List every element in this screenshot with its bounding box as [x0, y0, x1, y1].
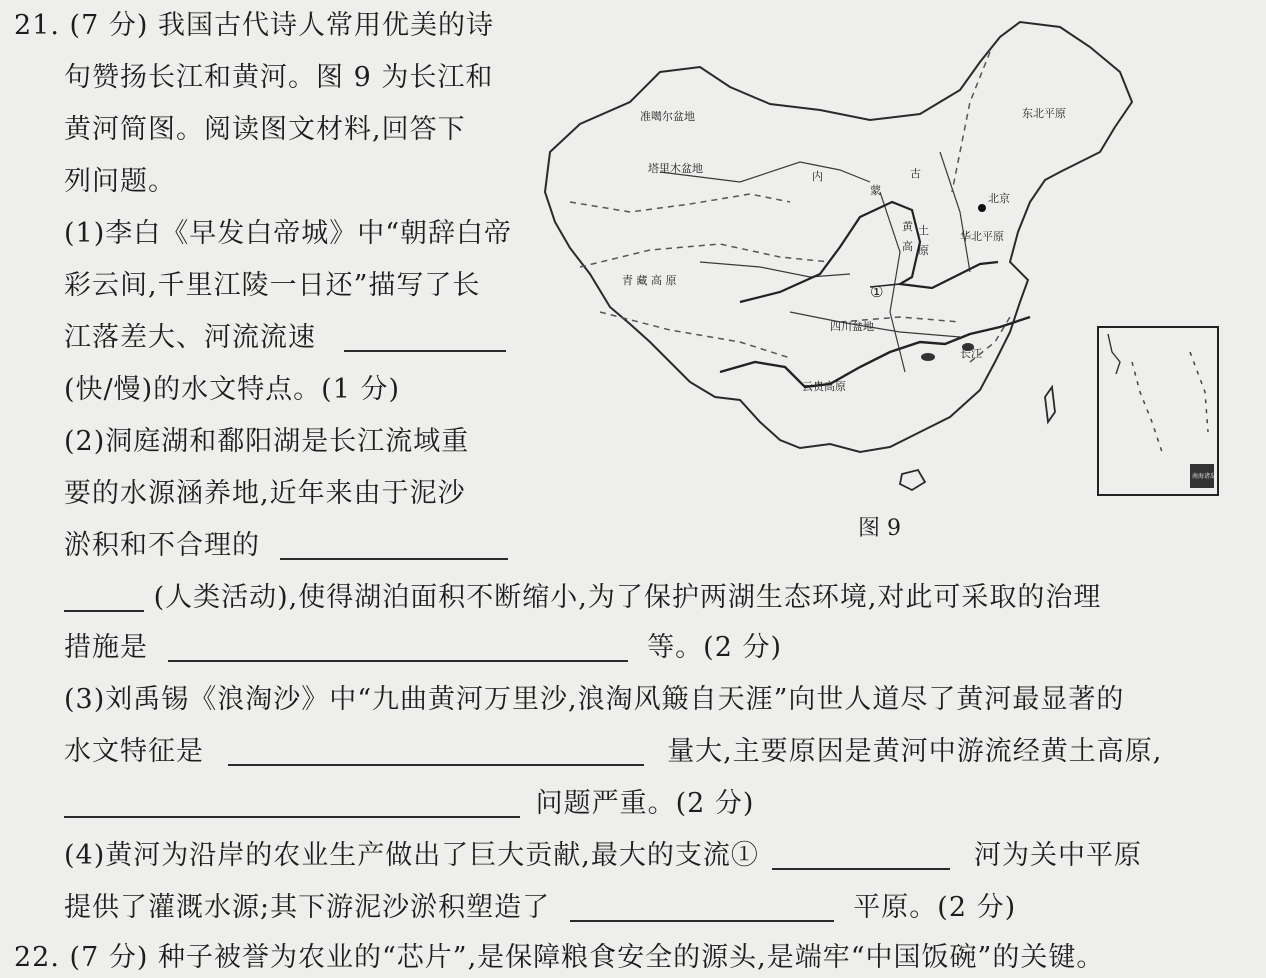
q22-text: 种子被誉为农业的“芯片”,是保障粮食安全的源头,是端牢“中国饭碗”的关键。 — [157, 942, 1105, 973]
q21-intro-2: 句赞扬长江和黄河。图 9 为长江和 — [64, 62, 494, 93]
answer-blank-tributary[interactable] — [772, 840, 950, 870]
label-loess-3: 高 — [902, 240, 913, 253]
answer-blank-flow-speed[interactable] — [344, 322, 506, 352]
beijing-marker — [978, 204, 986, 212]
q21-part3-line-1: (3)刘禹锡《浪淘沙》中“九曲黄河万里沙,浪淘风簸自天涯”向世人道尽了黄河最显著的 — [64, 684, 1125, 715]
q21-part3-text-3: 问题严重。(2 分) — [535, 788, 755, 819]
q21-intro-4: 列问题。 — [64, 166, 176, 197]
q21-part4-line-1 — [64, 836, 1142, 876]
q21-part3-text-2a: 水文特征是 — [64, 736, 204, 767]
hainan — [900, 470, 925, 490]
q21-part4-text-2b: 平原。(2 分) — [853, 892, 1017, 923]
q21-part2-line-2: 要的水源涵养地,近年来由于泥沙 — [64, 478, 466, 509]
mountain-kunlun — [580, 244, 830, 267]
figure-caption: 图 9 — [858, 516, 901, 541]
q21-intro-1: 我国古代诗人常用优美的诗 — [157, 10, 494, 41]
label-circled-one: ① — [870, 283, 884, 301]
q21-part2-line-5 — [64, 628, 782, 668]
q21-part1-line-2: 彩云间,千里江陵一日还”描写了长 — [64, 270, 481, 301]
province-line-3 — [790, 312, 960, 337]
q21-intro-3: 黄河简图。阅读图文材料,回答下 — [64, 114, 466, 145]
q21-part2-measures-label: 措施是 — [64, 632, 148, 663]
mountain-himalaya — [600, 312, 790, 358]
answer-blank-human-activity[interactable] — [280, 530, 508, 560]
label-northeast: 东北平原 — [1022, 107, 1066, 120]
q21-points: (7 分) — [69, 10, 149, 41]
mountain-tianshan — [570, 194, 790, 212]
label-neimeng-3: 古 — [910, 167, 921, 180]
dongting-lake — [921, 353, 935, 361]
label-qingzang: 青 藏 高 原 — [622, 274, 677, 287]
figure-9-map — [540, 12, 1260, 552]
q21-part2-line-4 — [64, 578, 1101, 618]
q21-part3-line-3 — [64, 784, 754, 824]
inset-dashes-2 — [1190, 352, 1208, 432]
q21-part4-text-1a: (4)黄河为沿岸的农业生产做出了巨大贡献,最大的支流① — [64, 840, 759, 871]
label-yungui: 云贵高原 — [802, 380, 846, 393]
q21-part1-line-4: (快/慢)的水文特点。(1 分) — [64, 374, 400, 405]
inset-scale-label: 南海诸岛 — [1192, 473, 1217, 480]
q21-part1-text: 江落差大、河流流速 — [64, 322, 316, 353]
answer-blank-hydro-feature[interactable] — [228, 736, 644, 766]
answer-blank-soil-erosion[interactable] — [64, 788, 520, 818]
label-loess-2: 土 — [918, 224, 929, 237]
q21-part4-line-2 — [64, 888, 1016, 928]
q21-part2-text-4: (人类活动),使得湖泊面积不断缩小,为了保护两湖生态环境,对此可采取的治理 — [153, 582, 1102, 613]
q21-line-1 — [14, 6, 494, 46]
label-junggar: 准噶尔盆地 — [640, 110, 695, 123]
q21-part4-text-1b: 河为关中平原 — [974, 840, 1143, 871]
label-beijing: 北京 — [988, 192, 1010, 205]
answer-blank-human-activity-cont[interactable] — [64, 582, 144, 612]
q21-part2-line-3 — [64, 526, 508, 566]
label-neimeng-2: 蒙 — [870, 184, 881, 197]
answer-blank-measures[interactable] — [168, 632, 628, 662]
q21-number: 21. — [14, 10, 60, 41]
yellow-river — [740, 202, 998, 302]
q21-part4-text-2a: 提供了灌溉水源;其下游泥沙淤积塑造了 — [64, 892, 551, 923]
label-neimeng-1: 内 — [812, 170, 823, 183]
q22-points: (7 分) — [69, 942, 149, 973]
answer-blank-plain[interactable] — [570, 892, 834, 922]
q21-part2-line-1: (2)洞庭湖和鄱阳湖是长江流域重 — [64, 426, 470, 457]
q21-part2-measures-end: 等。(2 分) — [647, 632, 783, 663]
q21-part1-line-3 — [64, 318, 506, 358]
q21-part2-text: 淤积和不合理的 — [64, 530, 260, 561]
q22-line-1 — [14, 938, 1104, 978]
taiwan — [1045, 387, 1055, 422]
label-huabei: 华北平原 — [960, 230, 1004, 243]
label-changjiang: 长江 — [960, 347, 982, 360]
label-sichuan: 四川盆地 — [830, 320, 874, 333]
inset-coastline — [1108, 334, 1120, 374]
label-tarim: 塔里木盆地 — [648, 162, 703, 175]
q22-number: 22. — [14, 942, 60, 973]
q21-part3-line-2 — [64, 732, 1162, 772]
inset-dashes-1 — [1132, 362, 1162, 452]
label-loess-4: 原 — [918, 244, 929, 257]
q21-part3-text-2b: 量大,主要原因是黄河中游流经黄土高原, — [667, 736, 1163, 767]
province-line-5 — [940, 152, 970, 272]
label-loess-1: 黄 — [902, 220, 913, 233]
q21-part1-line-1: (1)李白《早发白帝城》中“朝辞白帝 — [64, 218, 513, 249]
